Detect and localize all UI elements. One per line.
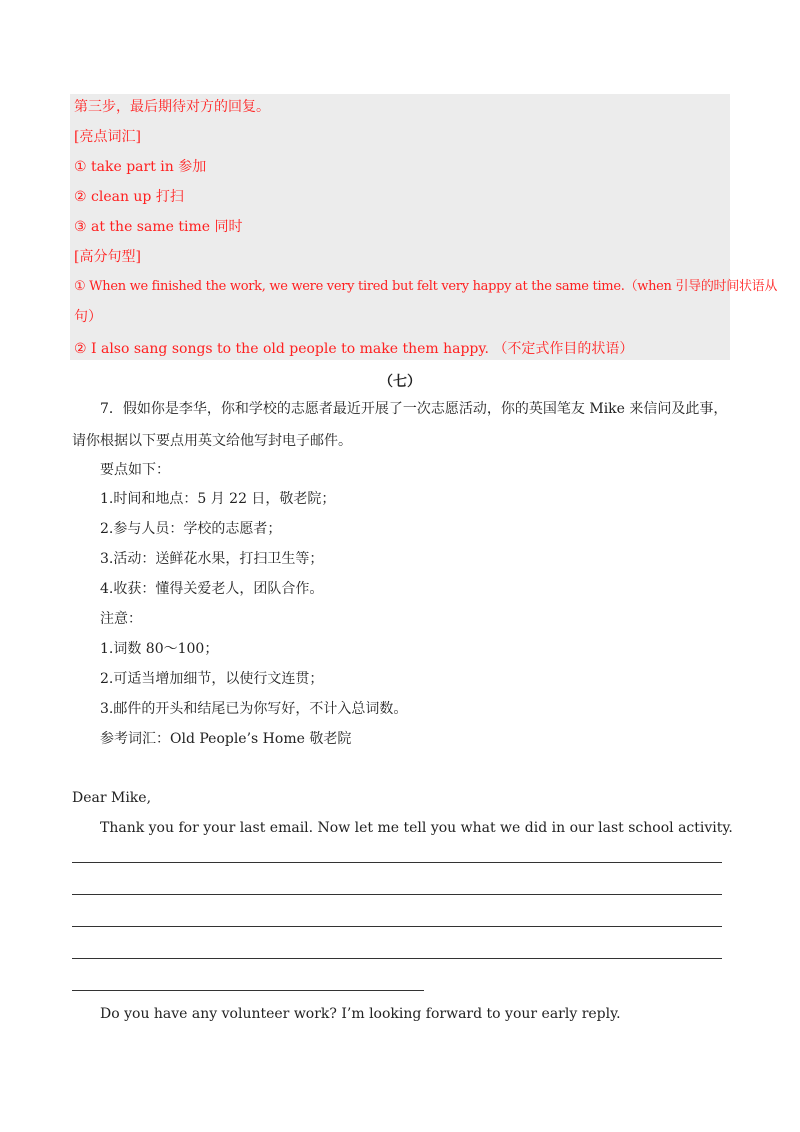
letter-opening: Thank you for your last email. Now let me tell you what we did in our last school activity. [100, 820, 733, 836]
sentence-2: ② I also sang songs to the old people to make them happy. （不定式作目的状语） [74, 341, 634, 357]
point-item: 4.收获：懂得关爱老人，团队合作。 [100, 581, 324, 597]
highlight-vocab-heading: [亮点词汇] [74, 129, 141, 145]
question-line-1: 7．假如你是李华，你和学校的志愿者最近开展了一次志愿活动，你的英国笔友 Mike 来信问及此事， [100, 401, 728, 417]
note-item: 1.词数 80～100； [100, 641, 219, 657]
high-score-heading: [高分句型] [74, 249, 141, 265]
point-item: 1.时间和地点：5 月 22 日，敬老院； [100, 491, 336, 507]
vocab-item: ① take part in 参加 [74, 159, 207, 175]
vocab-item: ② clean up 打扫 [74, 189, 184, 205]
writing-line[interactable] [72, 958, 722, 959]
step3-text: 第三步，最后期待对方的回复。 [74, 99, 270, 115]
point-item: 3.活动：送鲜花水果，打扫卫生等； [100, 551, 324, 567]
notes-heading: 注意： [100, 611, 142, 627]
sentence-1-line-1: ① When we finished the work, we were very tired but felt very happy at the same time.（when 引导的时间状语从 [74, 279, 778, 294]
writing-line[interactable] [72, 990, 424, 991]
question-line-2: 请你根据以下要点用英文给他写封电子邮件。 [72, 433, 352, 449]
sentence-1-line-2: 句） [74, 309, 102, 325]
writing-line[interactable] [72, 926, 722, 927]
reference-vocab: 参考词汇：Old People’s Home 敬老院 [100, 731, 352, 747]
section-title: （七） [379, 374, 421, 390]
writing-line[interactable] [72, 894, 722, 895]
note-item: 3.邮件的开头和结尾已为你写好，不计入总词数。 [100, 701, 408, 717]
point-item: 2.参与人员：学校的志愿者； [100, 521, 282, 537]
letter-greeting: Dear Mike, [72, 790, 152, 806]
note-item: 2.可适当增加细节，以使行文连贯； [100, 671, 324, 687]
writing-line[interactable] [72, 862, 722, 863]
points-heading: 要点如下： [100, 462, 170, 478]
vocab-item: ③ at the same time 同时 [74, 219, 243, 235]
letter-closing: Do you have any volunteer work? I’m looking forward to your early reply. [100, 1006, 621, 1022]
